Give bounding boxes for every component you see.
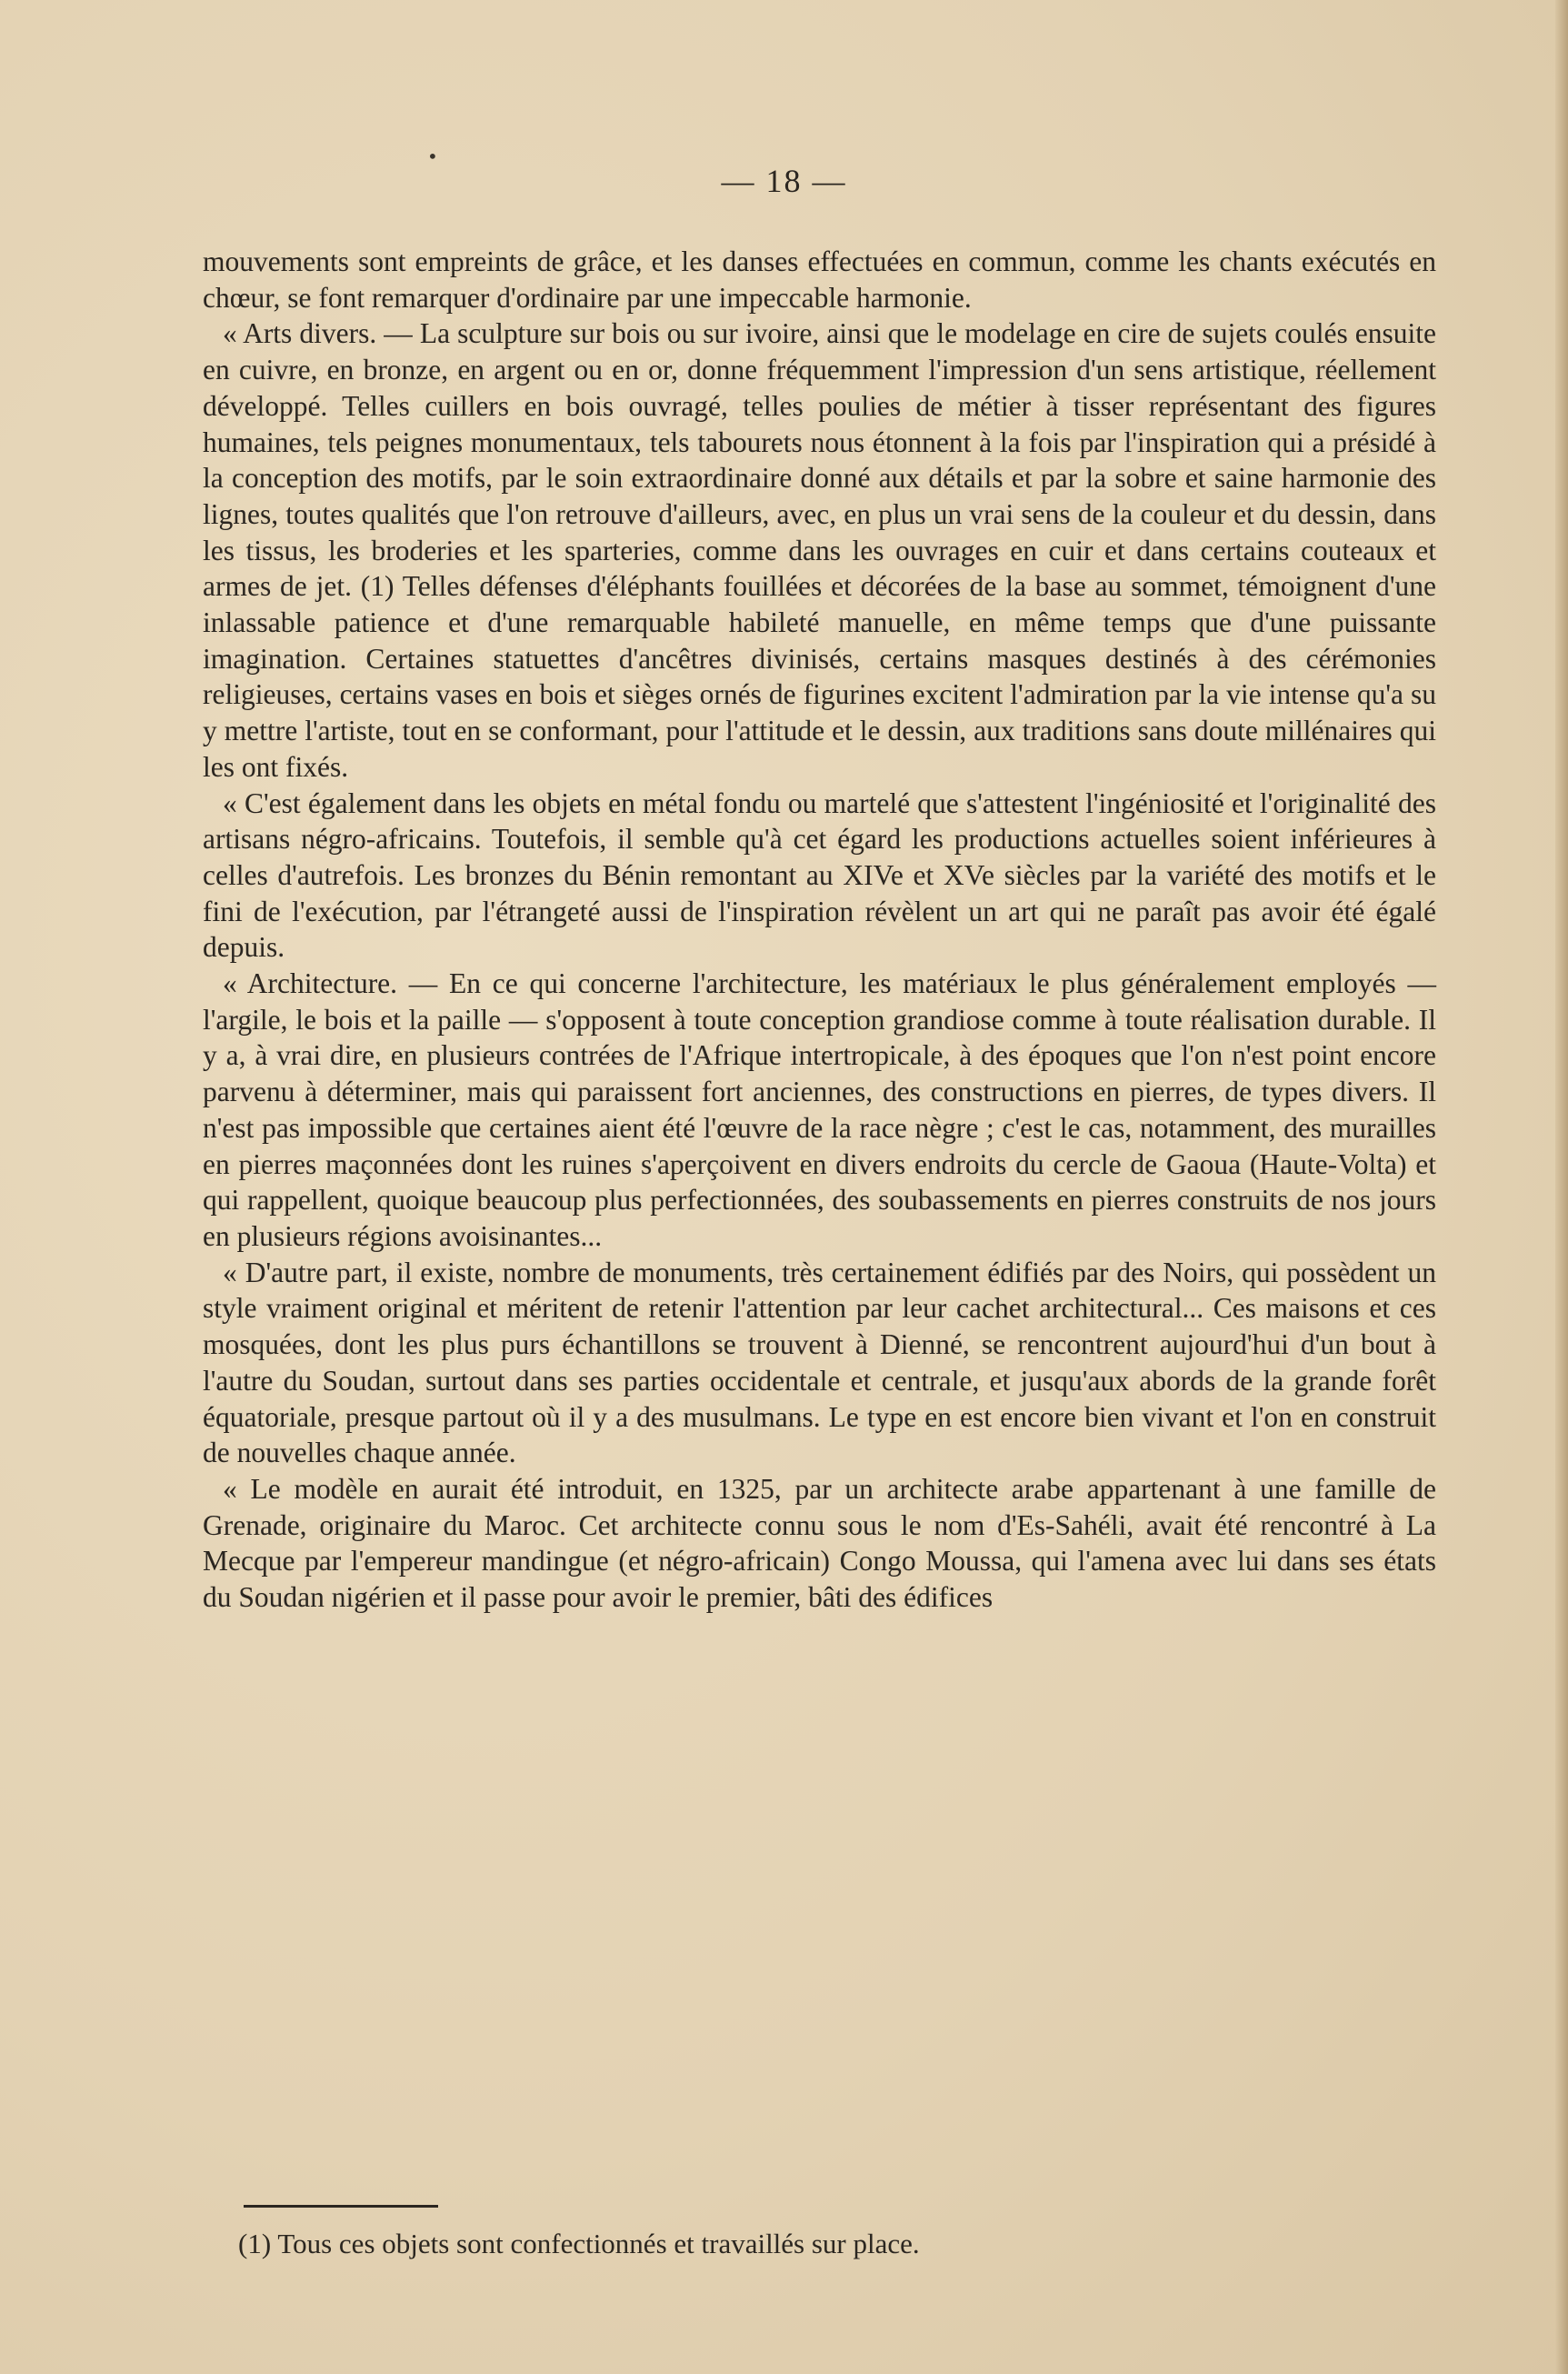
page-edge-shadow — [1555, 0, 1568, 2374]
footnote: (1) Tous ces objets sont confectionnés et travaillés sur place. — [238, 2228, 920, 2259]
paragraph-1: mouvements sont empreints de grâce, et les danses effectuées en commun, comme les chants exécutés en chœur, se font remarquer d'ordinaire par une impeccable harmonie. — [203, 245, 1436, 314]
footnote-rule — [244, 2205, 438, 2208]
paragraph-metal: « C'est également dans les objets en métal fondu ou martelé que s'attestent l'ingéniosité et l'originalité des artisans négro-africains. Toutefois, il semble qu'à cet égard les productions actuelles soient inférieures à celles d'autrefois. Les bronzes du Bénin remontant au XIVe et XVe siècles par la variété des motifs et le fini de l'exécution, par l'étrangeté aussi de l'inspiration révèlent un art qui ne paraît pas avoir été égalé depuis. — [203, 786, 1436, 964]
paragraph-monuments: « D'autre part, il existe, nombre de monuments, très certainement édifiés par des Noirs, qui possèdent un style vraiment original et méritent de retenir l'attention par leur cachet architectural... Ces maisons et ces mosquées, dont les plus purs échantillons se trouvent à Dienné, se rencontrent aujourd'hui d'un bout à l'autre du Soudan, surtout dans ses parties occidentale et centrale, et jusqu'aux abords de la grande forêt équatoriale, presque partout où il y a des musulmans. Le type en est encore bien vivant et l'on en construit de nouvelles chaque année. — [203, 1256, 1436, 1469]
ink-speck: • — [427, 145, 438, 167]
paragraph-modele: « Le modèle en aurait été introduit, en 1325, par un architecte arabe appartenant à une famille de Grenade, originaire du Maroc. Cet architecte connu sous le nom d'Es-Sahéli, avait été rencontré à La Mecque par l'empereur mandingue (et négro-africain) Congo Moussa, qui l'amena avec lui dans ses états du Soudan nigérien et il passe pour avoir le premier, bâti des édifices — [203, 1472, 1436, 1614]
paragraph-arts-divers: « Arts divers. — La sculpture sur bois ou sur ivoire, ainsi que le modelage en cire de sujets coulés ensuite en cuivre, en bronze, en argent ou en or, donne fréquemment l'impression d'un sens artistique, réellement développé. Telles cuillers en bois ouvragé, telles poulies de métier à tisser représentant des figures humaines, tels peignes monumentaux, tels tabourets nous étonnent à la fois par l'inspiration qui a présidé à la conception des motifs, par le soin extraordinaire donné aux détails et par la sobre et saine harmonie des lignes, toutes qualités que l'on retrouve d'ailleurs, avec, en plus un vrai sens de la couleur et du dessin, dans les tissus, les broderies et les sparteries, comme dans les ouvrages en cuir et dans certains couteaux et armes de jet. (1) Telles défenses d'éléphants fouillées et décorées de la base au sommet, témoignent d'une inlassable patience et d'une remarquable habileté manuelle, en même temps que d'une puissante imagination. Certaines statuettes d'ancêtres divinisés, certains masques destinés à des cérémonies religieuses, certains vases en bois et sièges ornés de figurines excitent l'admiration par la vie intense qu'a su y mettre l'artiste, tout en se conformant, pour l'attitude et le dessin, aux traditions sans doute millénaires qui les ont fixés. — [203, 317, 1436, 783]
page-number: — 18 — — [721, 163, 847, 199]
body-text — [203, 244, 1436, 1616]
paragraph-architecture: « Architecture. — En ce qui concerne l'architecture, les matériaux le plus généralement employés — l'argile, le bois et la paille — s'opposent à toute conception grandiose comme à toute réalisation durable. Il y a, à vrai dire, en plusieurs contrées de l'Afrique intertropicale, à des époques que l'on n'est point encore parvenu à déterminer, mais qui paraissent fort anciennes, des constructions en pierres, de types divers. Il n'est pas impossible que certaines aient été l'œuvre de la race nègre ; c'est le cas, notamment, des murailles en pierres maçonnées dont les ruines s'aperçoivent en divers endroits du cercle de Gaoua (Haute-Volta) et qui rappellent, quoique beaucoup plus perfectionnées, des soubassements en pierres construits de nos jours en plusieurs régions avoisinantes... — [203, 967, 1436, 1252]
